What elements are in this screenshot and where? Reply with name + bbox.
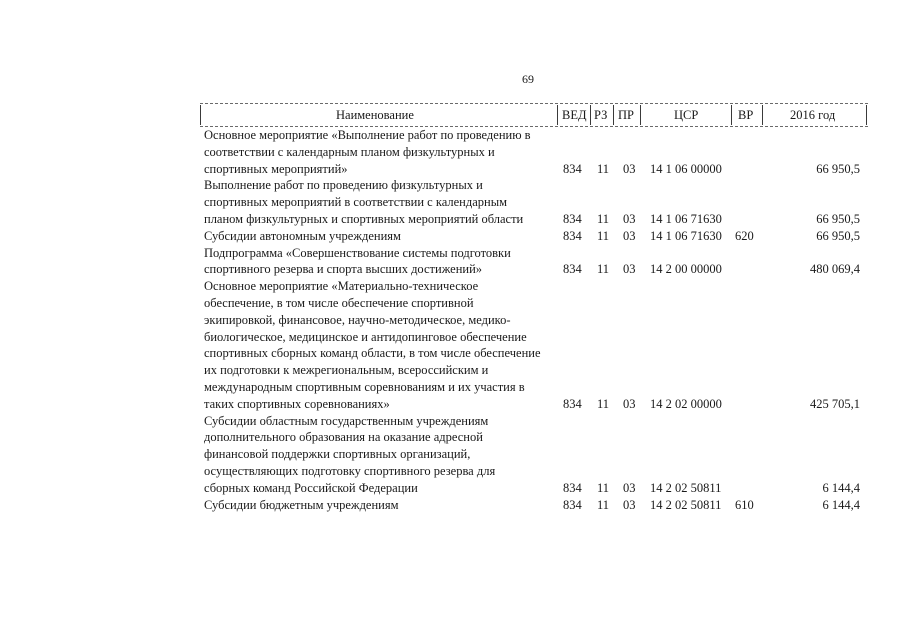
row-amount: 425 705,1 xyxy=(810,396,860,411)
row-vr: 620 xyxy=(735,228,754,243)
row-name: Субсидии областным государственным учреждениям дополнительного образования на оказание адресной финансовой поддержки спортивных организаций, осуществляющих подготовку спортивного резерва для сборных команд Российской Федерации xyxy=(204,413,496,495)
header-ved: ВЕД xyxy=(562,108,587,122)
column-divider xyxy=(590,105,591,125)
row-rz: 11 xyxy=(597,480,610,495)
column-divider xyxy=(731,105,732,125)
row-ved: 834 xyxy=(563,497,582,512)
row-pr: 03 xyxy=(623,480,636,495)
column-divider xyxy=(200,105,201,125)
table-row xyxy=(0,497,905,514)
row-vr: 610 xyxy=(735,497,754,512)
table-row xyxy=(0,278,905,412)
row-name: Основное мероприятие «Материально-техническое обеспечение, в том числе обеспечение спортивной экипировкой, финансовое, научно-методическое, медико- биологическое, медицинское и антидопинговое обеспечение спортивных сборных команд области, в том числе обеспечение их подготовки к межрегиональным, всероссийским и международным спортивным соревнованиям и их участия в таких спортивных соревнованиях» xyxy=(204,279,541,411)
header-vr: ВР xyxy=(738,108,754,122)
column-divider xyxy=(866,105,867,125)
header-year: 2016 год xyxy=(790,108,836,122)
row-csr: 14 1 06 00000 xyxy=(650,161,722,176)
row-ved: 834 xyxy=(563,211,582,226)
row-name: Выполнение работ по проведению физкультурных и спортивных мероприятий в соответствии с календарным планом физкультурных и спортивных мероприятий области xyxy=(204,178,524,226)
table-row xyxy=(0,245,905,279)
table-body xyxy=(0,127,905,513)
row-pr: 03 xyxy=(623,161,636,176)
row-name: Основное мероприятие «Выполнение работ по проведению в соответствии с календарным планом физкультурных и спортивных мероприятий» xyxy=(204,128,531,176)
row-csr: 14 2 02 00000 xyxy=(650,396,722,411)
row-amount: 66 950,5 xyxy=(816,228,860,243)
row-pr: 03 xyxy=(623,396,636,411)
row-amount: 480 069,4 xyxy=(810,262,860,277)
row-pr: 03 xyxy=(623,262,636,277)
row-csr: 14 2 00 00000 xyxy=(650,262,722,277)
table-row xyxy=(0,228,905,245)
table-row xyxy=(0,177,905,227)
column-divider xyxy=(762,105,763,125)
table-header xyxy=(200,103,868,127)
row-amount: 66 950,5 xyxy=(816,161,860,176)
header-pr: ПР xyxy=(618,108,634,122)
row-amount: 6 144,4 xyxy=(822,480,860,495)
row-rz: 11 xyxy=(597,228,610,243)
row-ved: 834 xyxy=(563,262,582,277)
header-csr: ЦСР xyxy=(674,108,699,122)
row-csr: 14 2 02 50811 xyxy=(650,480,722,495)
table-row xyxy=(0,127,905,177)
row-csr: 14 1 06 71630 xyxy=(650,211,722,226)
row-rz: 11 xyxy=(597,396,610,411)
row-csr: 14 1 06 71630 xyxy=(650,228,722,243)
column-divider xyxy=(613,105,614,125)
row-pr: 03 xyxy=(623,228,636,243)
row-ved: 834 xyxy=(563,161,582,176)
row-name: Подпрограмма «Совершенствование системы подготовки спортивного резерва и спорта высших достижений» xyxy=(204,245,511,277)
column-divider xyxy=(557,105,558,125)
header-rz: РЗ xyxy=(594,108,608,122)
row-ved: 834 xyxy=(563,480,582,495)
row-pr: 03 xyxy=(623,497,636,512)
row-csr: 14 2 02 50811 xyxy=(650,497,722,512)
header-top-rule xyxy=(200,103,868,104)
header-name: Наименование xyxy=(336,108,414,122)
row-ved: 834 xyxy=(563,228,582,243)
page-number: 69 xyxy=(522,72,534,86)
row-name: Субсидии бюджетным учреждениям xyxy=(204,497,399,512)
row-rz: 11 xyxy=(597,497,610,512)
row-pr: 03 xyxy=(623,211,636,226)
row-ved: 834 xyxy=(563,396,582,411)
row-rz: 11 xyxy=(597,211,610,226)
row-rz: 11 xyxy=(597,262,610,277)
table-row xyxy=(0,413,905,497)
row-amount: 66 950,5 xyxy=(816,211,860,226)
row-name: Субсидии автономным учреждениям xyxy=(204,228,401,243)
column-divider xyxy=(640,105,641,125)
row-amount: 6 144,4 xyxy=(822,497,860,512)
row-rz: 11 xyxy=(597,161,610,176)
